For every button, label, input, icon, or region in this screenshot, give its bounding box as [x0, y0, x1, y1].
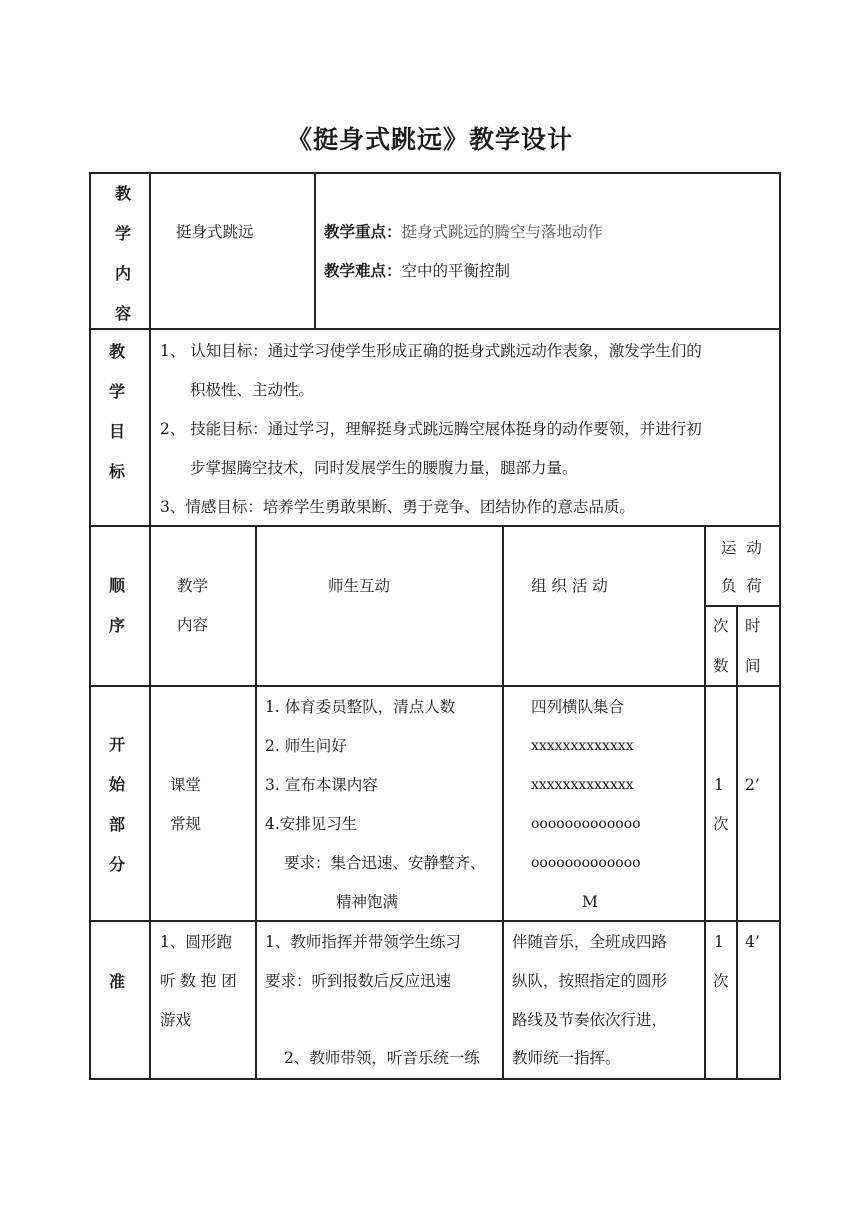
table-border-right: [779, 172, 781, 1080]
prep-interaction-line2: 要求：听到报数后反应迅速: [265, 972, 452, 990]
row-divider-start: [89, 920, 781, 922]
prep-duration: 4’: [745, 933, 760, 951]
start-requirement-line2: 精神饱满: [336, 893, 399, 911]
goal-cognitive-line2: 积极性、主动性。: [190, 381, 315, 399]
document-title: 《挺身式跳远》教学设计: [286, 125, 573, 154]
table-border-left: [89, 172, 91, 1080]
label-char: 学: [114, 224, 131, 243]
prep-section-label: [102, 962, 132, 1002]
start-requirement-line1: 要求：集合迅速、安静整齐、: [284, 854, 486, 872]
label-char: 目: [108, 422, 125, 441]
difficulty-text: 空中的平衡控制: [401, 262, 511, 280]
interaction-header: 师生互动: [328, 577, 391, 595]
lesson-topic: 挺身式跳远: [176, 223, 254, 241]
prep-times-line1: 1: [714, 933, 724, 951]
label-column-divider: [149, 172, 151, 1080]
goal-cognitive-line1: 1、 认知目标：通过学习使学生形成正确的挺身式跳远动作表象，激发学生们的: [160, 342, 702, 360]
key-point: [324, 222, 603, 242]
start-duration: 2’: [745, 776, 760, 794]
label-char: 标: [108, 462, 125, 481]
key-point-label: 教学重点：: [324, 223, 402, 241]
load-subheader-divider: [704, 605, 781, 607]
times-header-line1: 次: [713, 617, 729, 635]
table-border-top: [89, 172, 781, 174]
label-char: 内: [114, 264, 131, 283]
prep-org-line2: 纵队，按照指定的圆形: [512, 972, 668, 990]
key-point-text: 挺身式跳远的腾空与落地动作: [401, 223, 604, 241]
times-column-divider: [736, 605, 738, 1080]
prep-content-line2: 听 数 抱 团: [160, 972, 237, 990]
content-header-line2: 内容: [177, 616, 209, 634]
formation-row: ooooooooooooo: [531, 855, 641, 871]
times-header-line2: 数: [713, 657, 729, 675]
formation-row: xxxxxxxxxxxxx: [531, 777, 634, 793]
teacher-mark: M: [582, 893, 598, 911]
prep-content-line3: 游戏: [160, 1011, 192, 1029]
row-divider-header: [89, 685, 781, 687]
content-header-line1: 教学: [177, 577, 209, 595]
label-char: 开: [108, 735, 125, 754]
organization-header: 组 织 活 动: [531, 577, 608, 595]
start-content-line1: 课堂: [170, 776, 202, 794]
table-border-bottom: [89, 1078, 781, 1080]
label-char: 准: [108, 972, 125, 991]
start-step: 2. 师生问好: [265, 737, 347, 755]
content-section-label: [108, 174, 138, 334]
load-header-line1: 运 动: [721, 539, 762, 557]
header-char: 顺: [108, 576, 125, 595]
row-divider-content: [89, 328, 781, 330]
order-header: [102, 566, 132, 646]
duration-header-line1: 时: [745, 617, 761, 635]
label-char: 学: [108, 382, 125, 401]
prep-content-line1: 1、圆形跑: [160, 933, 232, 951]
prep-times-line2: 次: [713, 972, 729, 990]
organization-column-divider: [704, 525, 706, 1080]
goals-section-label: [102, 332, 132, 492]
difficulty: [324, 261, 510, 281]
header-char: 序: [108, 616, 125, 635]
prep-interaction-line1: 1、教师指挥并带领学生练习: [265, 933, 461, 951]
load-header-line2: 负 荷: [721, 577, 762, 595]
prep-org-line3: 路线及节奏依次行进，: [512, 1011, 668, 1029]
start-times-line1: 1: [714, 776, 724, 794]
difficulty-label: 教学难点：: [324, 262, 402, 280]
formation-title: 四列横队集合: [531, 698, 625, 716]
prep-org-line4: 教师统一指挥。: [512, 1049, 621, 1067]
goal-skill-line2: 步掌握腾空技术，同时发展学生的腰腹力量，腿部力量。: [190, 459, 578, 477]
interaction-column-divider: [502, 525, 504, 1080]
goal-affective: 3、情感目标：培养学生勇敢果断、勇于竞争、团结协作的意志品质。: [160, 498, 635, 516]
formation-row: ooooooooooooo: [531, 816, 641, 832]
label-char: 容: [114, 304, 131, 323]
start-section-label: [102, 725, 132, 885]
start-step: 3. 宣布本课内容: [265, 776, 378, 794]
label-char: 部: [108, 815, 125, 834]
row-divider-goals: [89, 525, 781, 527]
start-step: 1. 体育委员整队，清点人数: [265, 698, 456, 716]
goal-skill-line1: 2、 技能目标：通过学习，理解挺身式跳远腾空展体挺身的动作要领，并进行初: [160, 420, 702, 438]
start-times-line2: 次: [713, 815, 729, 833]
start-content-line2: 常规: [170, 815, 202, 833]
label-char: 教: [108, 342, 125, 361]
topic-column-divider: [314, 172, 316, 330]
label-char: 分: [108, 855, 125, 874]
formation-row: xxxxxxxxxxxxx: [531, 738, 634, 754]
content-column-divider: [255, 525, 257, 1080]
prep-interaction-line3: 2、教师带领，听音乐统一练: [284, 1049, 480, 1067]
label-char: 教: [114, 184, 131, 203]
label-char: 始: [108, 775, 125, 794]
duration-header-line2: 间: [745, 657, 761, 675]
prep-org-line1: 伴随音乐，全班成四路: [512, 933, 668, 951]
start-step: 4.安排见习生: [265, 815, 358, 833]
